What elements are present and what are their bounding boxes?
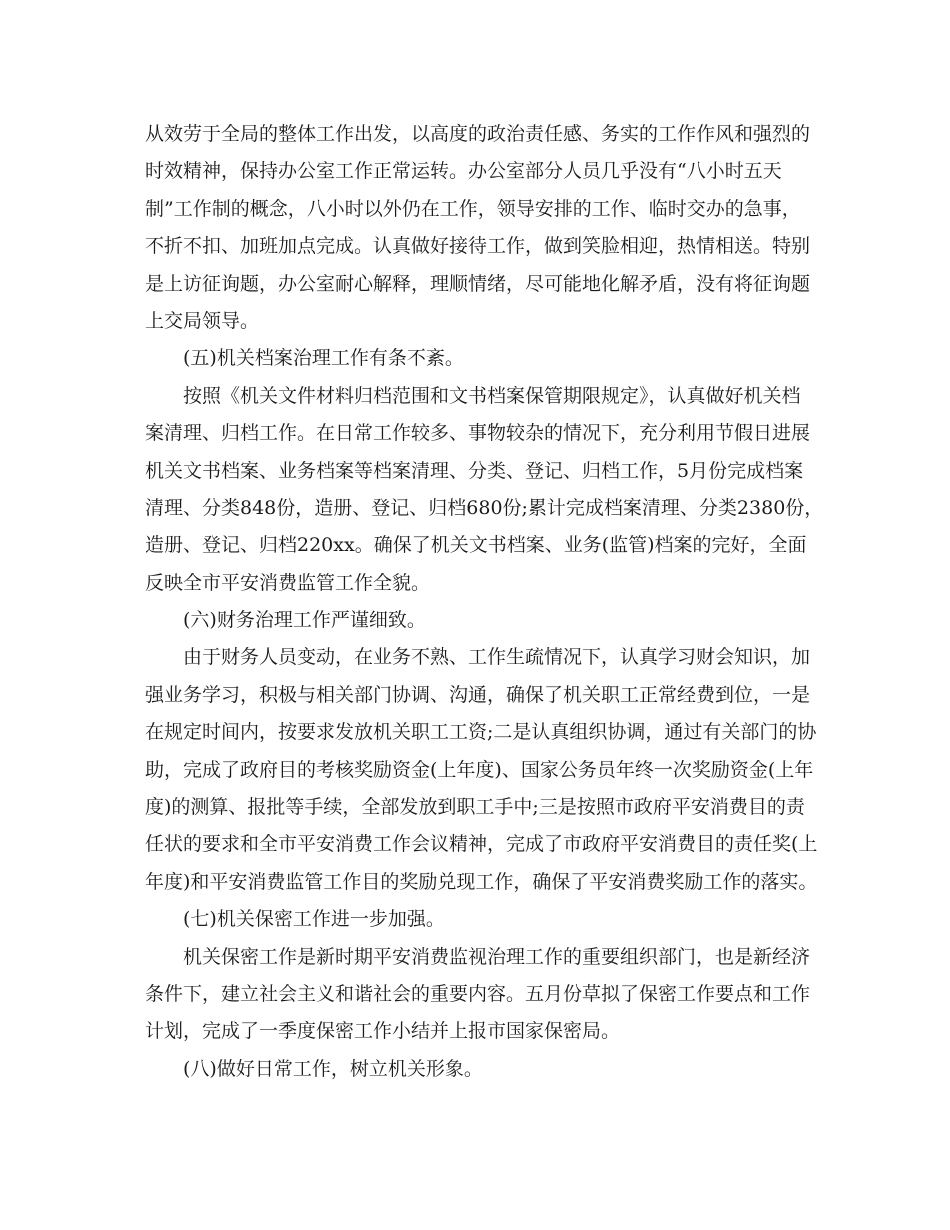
- text-line: 是上访征询题，办公室耐心解释，理顺情绪，尽可能地化解矛盾，没有将征询题: [145, 272, 811, 295]
- text-line: 上交局领导。: [145, 309, 260, 332]
- text-line: 不折不扣、加班加点完成。认真做好接待工作，做到笑脸相迎，热情相送。特别: [145, 235, 811, 258]
- text-line: 案清理、归档工作。在日常工作较多、事物较杂的情况下，充分利用节假日进展: [145, 422, 811, 445]
- text-line: 在规定时间内，按要求发放机关职工工资;二是认真组织协调，通过有关部门的协: [145, 721, 817, 744]
- document-body: [145, 116, 824, 1088]
- text-line: 制”工作制的概念，八小时以外仍在工作，领导安排的工作、临时交办的急事，: [145, 197, 801, 220]
- text-line: 按照《机关文件材料归档范围和文书档案保管期限规定》，认真做好机关档: [183, 384, 801, 407]
- text-line: (八)做好日常工作，树立机关形象。: [183, 1057, 483, 1080]
- text-line: 助，完成了政府目的考核奖励资金(上年度)、国家公务员年终一次奖励资金(上年: [145, 758, 814, 781]
- text-line: 强业务学习，积极与相关部门协调、沟通，确保了机关职工正常经费到位，一是: [145, 683, 811, 706]
- text-line: (六)财务治理工作严谨细致。: [183, 609, 426, 632]
- text-line: 条件下，建立社会主义和谐社会的重要内容。五月份草拟了保密工作要点和工作: [145, 982, 811, 1005]
- text-line: 任状的要求和全市平安消费工作会议精神，完成了市政府平安消费目的责任奖(上: [145, 833, 818, 856]
- text-line: 机关文书档案、业务档案等档案清理、分类、登记、归档工作，5月份完成档案: [145, 459, 804, 482]
- text-line: (五)机关档案治理工作有条不紊。: [183, 347, 464, 370]
- text-line: 机关保密工作是新时期平安消费监视治理工作的重要组织部门，也是新经济: [183, 945, 811, 968]
- text-line: (七)机关保密工作进一步加强。: [183, 908, 445, 931]
- text-line: 由于财务人员变动，在业务不熟、工作生疏情况下，认真学习财会知识，加: [183, 646, 811, 669]
- text-line: 造册、登记、归档220xx。确保了机关文书档案、业务(监管)档案的完好，全面: [145, 534, 807, 557]
- text-line: 计划，完成了一季度保密工作小结并上报市国家保密局。: [145, 1020, 621, 1043]
- text-line: 度)的测算、报批等手续，全部发放到职工手中;三是按照市政府平安消费目的责: [145, 796, 805, 819]
- text-line: 从效劳于全局的整体工作出发，以高度的政治责任感、务实的工作作风和强烈的: [145, 123, 811, 145]
- text-line: 年度)和平安消费监管工作目的奖励兑现工作，确保了平安消费奖励工作的落实。: [145, 870, 818, 893]
- text-line: 清理、分类848份，造册、登记、归档680份;累计完成档案清理、分类2380份，: [145, 496, 824, 519]
- text-line: 反映全市平安消费监管工作全貌。: [145, 571, 431, 594]
- text-line: 时效精神，保持办公室工作正常运转。办公室部分人员几乎没有“八小时五天: [145, 160, 782, 183]
